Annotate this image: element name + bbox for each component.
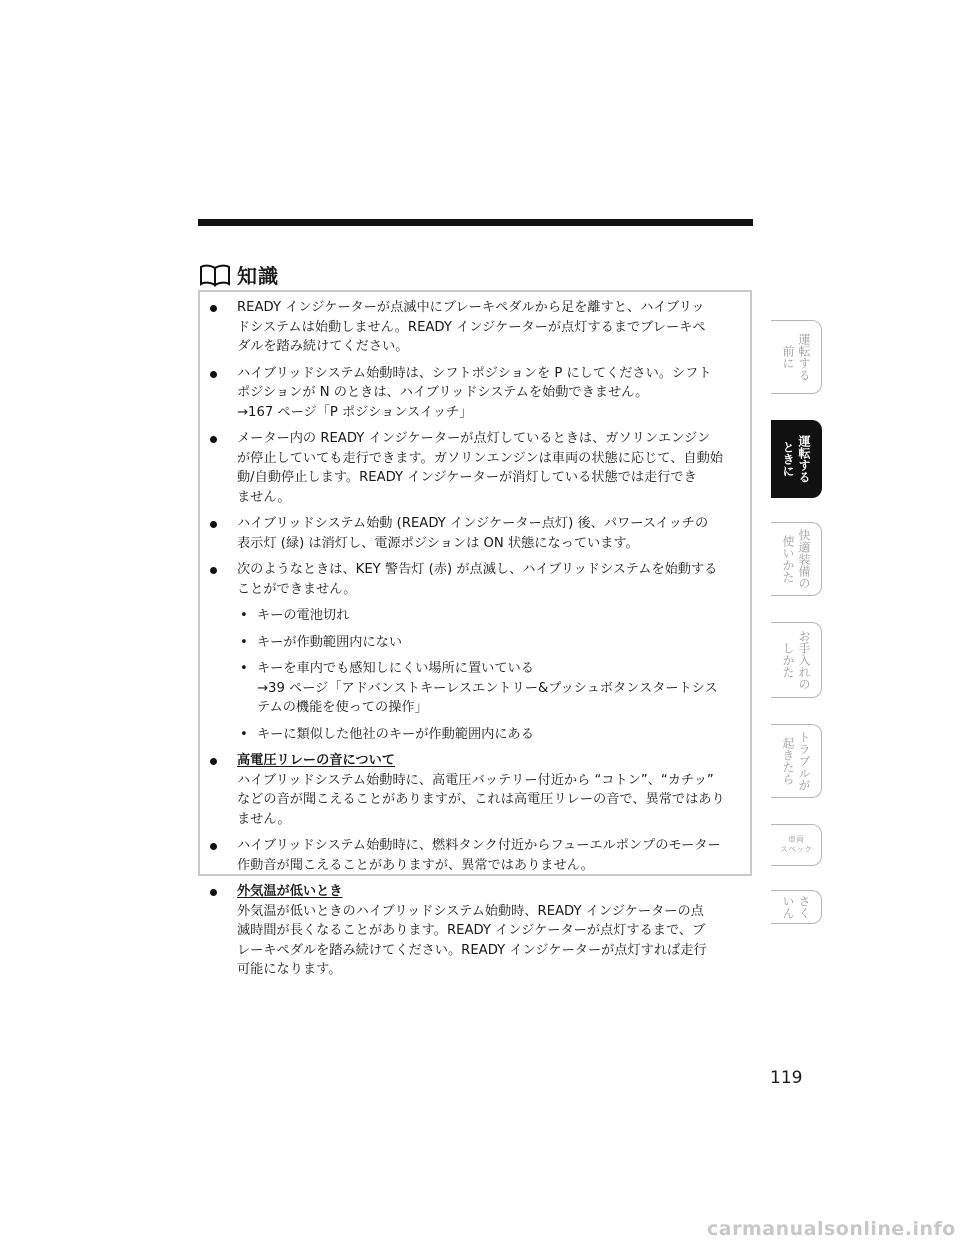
text-line: 次のようなときは、KEY 警告灯 (赤) が点滅し、ハイブリッドシステムを始動する	[237, 562, 718, 577]
bullet-item	[210, 751, 745, 829]
tab-maintenance[interactable]	[771, 622, 822, 698]
sub-bullet: •	[240, 608, 248, 623]
text-line: キーが作動範囲内にない	[257, 634, 403, 650]
text-line: 動/自動停止します。READY インジケーターが消灯している状態では走行でき	[237, 470, 697, 485]
text-line: ません。	[237, 811, 291, 827]
tab-before-driving[interactable]	[771, 320, 822, 394]
bullet-dot	[210, 758, 217, 765]
text-line: キーの電池切れ	[257, 608, 350, 623]
tab-label: 起きたら	[781, 737, 795, 785]
text-line: ハイブリッドシステム始動時に、高電圧バッテリー付近から “コトン”、“カチッ”	[237, 772, 714, 788]
bullet-dot	[210, 371, 217, 378]
text-line: レーキペダルを踏み続けてください。READY インジケーターが点灯すれば走行	[237, 942, 707, 958]
section-title: 知識	[237, 264, 279, 288]
bullet-item	[210, 836, 745, 875]
tab-label: 快適装備の	[797, 529, 811, 589]
text-line: READY インジケーターが点滅中にブレーキペダルから足を離すと、ハイブリッ	[237, 300, 705, 315]
text-line: キーに類似した他社のキーが作動範囲内にある	[257, 726, 534, 742]
text-line: が停止していても走行できます。ガソリンエンジンは車両の状態に応じて、自動始	[237, 450, 723, 466]
top-rule	[198, 219, 753, 226]
tab-comfort-features[interactable]	[771, 522, 822, 596]
bullet-item	[210, 560, 745, 599]
book-icon	[199, 263, 231, 287]
text-line: 作動音が聞こえることがありますが、異常ではありません。	[237, 857, 594, 873]
tab-label: 前に	[781, 345, 795, 369]
sub-item	[210, 606, 745, 626]
bullet-dot	[210, 305, 217, 312]
text-line: ません。	[237, 489, 291, 505]
bullet-dot	[210, 521, 217, 528]
bullet-item	[210, 429, 745, 507]
text-line: 可能になります。	[237, 962, 342, 977]
sub-item	[210, 725, 745, 745]
bullet-dot	[210, 567, 217, 574]
page-reference: →167 ページ「P ポジションスイッチ」	[237, 404, 473, 420]
sub-item	[210, 633, 745, 653]
text-line: ハイブリッドシステム始動時に、燃料タンク付近からフューエルポンプのモーター	[237, 838, 721, 853]
knowledge-content	[210, 298, 745, 987]
text-line: テムの機能を使っての操作」	[257, 700, 428, 715]
sub-bullet: •	[240, 634, 248, 650]
tab-label: ときに	[781, 441, 795, 477]
text-line: ドシステムは始動しません。READY インジケーターが点灯するまでブレーキペ	[237, 319, 706, 335]
page-number: 119	[770, 1068, 803, 1088]
tab-specifications[interactable]	[771, 824, 822, 866]
tab-label: しかた	[781, 642, 795, 678]
sub-item	[210, 659, 745, 718]
bullet-item	[210, 514, 745, 553]
sub-bullet: •	[240, 661, 248, 676]
page-reference: →39 ページ「アドバンストキーレスエントリー&プッシュボタンスタートシス	[257, 680, 718, 696]
tab-label: いん	[781, 895, 795, 919]
tab-label: 車両	[788, 835, 804, 844]
bullet-item	[210, 364, 745, 423]
tab-index[interactable]	[771, 890, 822, 924]
tab-label: トラブルが	[797, 731, 811, 791]
text-line: キーを車内でも感知しにくい場所に置いている	[257, 661, 534, 676]
tab-label: 運転する	[797, 435, 811, 483]
tab-label: お手入れの	[797, 630, 811, 690]
item-heading: 高電圧リレーの音について	[237, 753, 395, 768]
tab-while-driving[interactable]	[771, 420, 822, 498]
text-line: などの音が聞こえることがありますが、これは高電圧リレーの音で、異常ではあり	[237, 792, 725, 807]
tab-label: スペック	[780, 845, 812, 854]
text-line: ダルを踏み続けてください。	[237, 339, 409, 354]
tab-label: さく	[797, 895, 811, 919]
text-line: メーター内の READY インジケーターが点灯しているときは、ガソリンエンジン	[237, 431, 711, 446]
text-line: ハイブリッドシステム始動時は、シフトポジションを P にしてください。シフト	[237, 365, 712, 381]
bullet-dot	[210, 436, 217, 443]
text-line: ことができません。	[237, 581, 357, 597]
bullet-item	[210, 882, 745, 980]
bullet-dot	[210, 889, 217, 896]
watermark: carmanualsonline.info	[707, 1218, 956, 1240]
tab-troubleshooting[interactable]	[771, 724, 822, 798]
item-heading: 外気温が低いとき	[237, 884, 343, 899]
tab-label: 使いかた	[781, 535, 795, 583]
sub-bullet: •	[240, 726, 248, 742]
tab-label: 運転する	[797, 333, 811, 381]
bullet-item	[210, 298, 745, 357]
text-line: ポジションが N のときは、ハイブリッドシステムを始動できません。	[237, 385, 649, 400]
bullet-dot	[210, 843, 217, 850]
text-line: 外気温が低いときのハイブリッドシステム始動時、READY インジケーターの点	[237, 903, 704, 919]
section-heading	[199, 260, 279, 289]
text-line: 滅時間が長くなることがあります。READY インジケーターが点灯するまで、ブ	[237, 923, 706, 938]
text-line: 表示灯 (緑) は消灯し、電源ポジションは ON 状態になっています。	[237, 535, 639, 551]
text-line: ハイブリッドシステム始動 (READY インジケーター点灯) 後、パワースイッチの	[237, 516, 709, 531]
